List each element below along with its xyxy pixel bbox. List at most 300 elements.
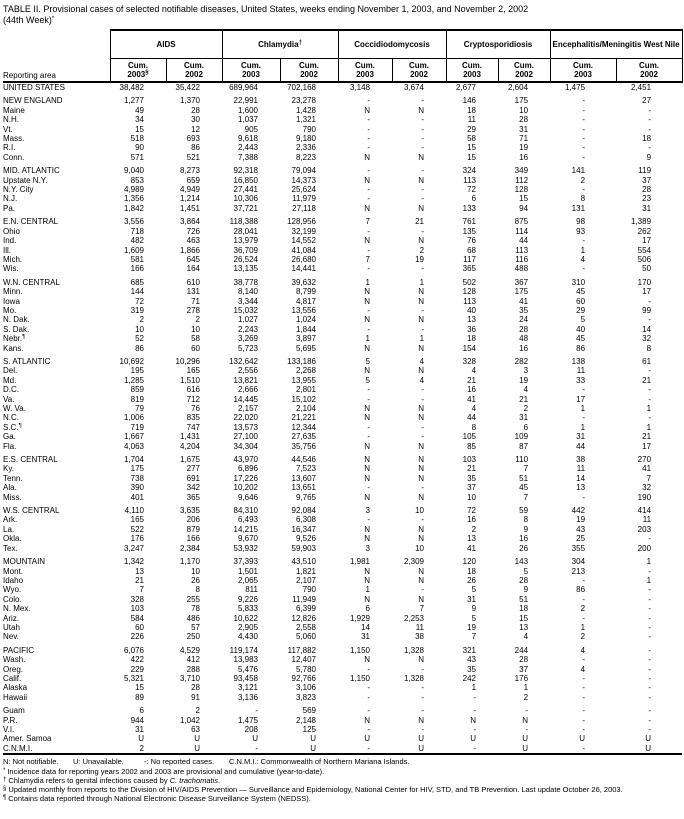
value-cell: 819 (130, 394, 144, 404)
value-cell: 37 (467, 483, 477, 493)
value-cell: 92,084 (291, 506, 316, 516)
value-cell: 33 (576, 375, 586, 385)
value-cell: 5 (471, 613, 477, 623)
value-cell: - (367, 185, 370, 195)
footnote-marker: * (3, 767, 6, 774)
column-header-cum-2002: Cum. 2002 (392, 59, 446, 83)
value-cell: - (421, 324, 425, 334)
value-cell: 120 (462, 557, 477, 567)
area-cell: Va. (3, 394, 15, 404)
table-row (3, 604, 682, 613)
footnote-dagger (3, 776, 682, 785)
table-row (3, 567, 682, 576)
title-footnote-marker: * (51, 16, 55, 22)
value-cell: - (367, 124, 370, 134)
value-cell: N (418, 575, 425, 585)
value-cell: - (582, 413, 586, 423)
value-cell: N (364, 594, 370, 604)
value-cell: - (582, 134, 586, 144)
value-cell: 27,441 (233, 185, 258, 195)
table-row (3, 96, 682, 105)
value-cell: 3,136 (237, 692, 258, 702)
value-cell: 10 (415, 543, 425, 553)
value-cell: - (582, 683, 586, 693)
value-cell: 14,373 (291, 175, 316, 185)
footnote-section (3, 785, 682, 794)
value-cell: 13,573 (233, 422, 258, 432)
value-cell: N (364, 296, 370, 306)
value-cell: 1,842 (123, 203, 144, 213)
value-cell: 18 (467, 566, 477, 576)
value-cell: - (582, 575, 586, 585)
value-cell: 128 (462, 287, 477, 297)
value-cell: N (418, 203, 425, 213)
value-cell: - (367, 96, 370, 106)
value-cell: 367 (514, 277, 529, 287)
value-cell: - (367, 664, 370, 674)
value-cell: 3,247 (123, 543, 144, 553)
value-cell: - (648, 622, 652, 632)
value-cell: 28 (191, 683, 200, 693)
footnotes (3, 757, 682, 803)
table-row (3, 82, 682, 92)
value-cell: 2 (580, 632, 586, 642)
value-cell: - (648, 604, 652, 614)
value-cell: 110 (515, 455, 529, 465)
value-cell: 2,065 (237, 575, 258, 585)
value-cell: 6,399 (295, 604, 316, 614)
value-cell: 8,273 (179, 166, 200, 176)
footnote-legend (3, 757, 682, 766)
value-cell: - (421, 394, 425, 404)
value-cell: - (421, 422, 425, 432)
value-cell: N (364, 655, 370, 665)
value-cell: - (367, 166, 370, 176)
value-cell: - (367, 226, 370, 236)
value-cell: - (582, 105, 586, 115)
area-cell: Mass. (3, 134, 25, 144)
value-cell: 11,949 (292, 594, 316, 604)
value-cell: - (648, 566, 652, 576)
value-cell: 37,393 (233, 557, 258, 567)
value-cell: 4,817 (295, 296, 316, 306)
value-cell: 1,321 (295, 115, 316, 125)
value-cell: 17 (642, 287, 652, 297)
value-cell: N (364, 366, 370, 376)
value-cell: 689,964 (229, 83, 258, 92)
value-cell: 43,510 (291, 557, 316, 567)
value-cell: 13,607 (291, 473, 316, 483)
value-cell: - (367, 324, 370, 334)
value-cell: 11 (576, 464, 586, 474)
table-row (3, 236, 682, 245)
value-cell: - (648, 296, 652, 306)
value-cell: 693 (186, 134, 200, 144)
table-row (3, 297, 682, 306)
value-cell: N (418, 366, 425, 376)
value-cell: 21 (642, 375, 652, 385)
value-cell: 270 (637, 455, 652, 465)
table-row (3, 366, 682, 375)
value-cell: 113 (463, 175, 477, 185)
value-cell: 175 (130, 464, 144, 474)
value-cell: 41 (519, 296, 529, 306)
value-cell: 9,180 (295, 134, 316, 144)
value-cell: 5 (580, 315, 586, 325)
column-header-cum-2003: Cum. 2003 (338, 59, 392, 83)
value-cell: 18 (642, 134, 652, 144)
area-cell: Calif. (3, 673, 22, 683)
value-cell: 175 (514, 287, 529, 297)
table-row (3, 287, 682, 296)
value-cell: - (421, 96, 425, 106)
table-row (3, 455, 682, 464)
value-cell: 38 (576, 455, 586, 465)
value-cell: N (418, 655, 425, 665)
footnote-italic-text: C. trachomatis (169, 775, 219, 785)
value-cell: 3 (523, 366, 529, 376)
value-cell: 63 (191, 725, 200, 734)
footnote-text: Contains data reported through National Electronic Disease Surveillance System (NEDSS). (8, 794, 311, 804)
value-cell: 324 (462, 166, 477, 176)
value-cell: 51 (519, 594, 529, 604)
value-cell: 304 (571, 557, 586, 567)
value-cell: 16 (519, 343, 529, 353)
value-cell: 3,106 (295, 683, 316, 693)
value-cell: 16 (519, 152, 529, 162)
value-cell: 22,020 (233, 413, 258, 423)
table-row (3, 404, 682, 413)
value-cell: - (367, 115, 370, 125)
table-row (3, 716, 682, 725)
value-cell: 2,443 (237, 143, 258, 153)
value-cell: - (648, 585, 652, 595)
value-cell: N (418, 343, 425, 353)
area-cell: Ga. (3, 432, 16, 442)
table-row (3, 246, 682, 255)
value-cell: 7 (523, 492, 529, 502)
value-cell: 2 (139, 743, 144, 753)
value-cell: 14 (361, 622, 370, 632)
value-cell: 72 (135, 296, 144, 306)
footnote-marker: ¶ (3, 795, 7, 802)
value-cell: 128 (514, 185, 529, 195)
value-cell: 1,328 (403, 673, 425, 683)
value-cell: 13 (467, 315, 477, 325)
value-cell: N (364, 152, 370, 162)
value-cell: - (421, 706, 425, 716)
value-cell: 3 (365, 543, 370, 553)
value-cell: - (582, 385, 586, 395)
table-title (3, 4, 682, 26)
value-cell: 176 (514, 673, 529, 683)
table-row (3, 655, 682, 664)
area-cell: Iowa (3, 296, 20, 306)
area-cell: E.S. CENTRAL (3, 455, 58, 465)
value-cell: 6,493 (237, 515, 258, 525)
value-cell: 944 (130, 715, 144, 725)
table-row (3, 185, 682, 194)
table-row (3, 483, 682, 492)
value-cell: 9,226 (237, 594, 258, 604)
value-cell: 5,695 (295, 343, 316, 353)
value-cell: 13,135 (233, 264, 258, 274)
value-cell: - (421, 515, 425, 525)
value-cell: 35,756 (291, 441, 316, 451)
value-cell: 10 (191, 566, 200, 576)
area-cell: N.J. (3, 194, 18, 204)
value-cell: - (648, 315, 652, 325)
value-cell: 9,670 (237, 534, 258, 544)
footnote-text: Chlamydia refers to genital infections caused by (8, 775, 170, 785)
value-cell: - (421, 264, 425, 274)
area-cell: V.I. (3, 725, 15, 734)
value-cell: N (470, 715, 477, 725)
column-header-cum-2003: Cum. 2003 (446, 59, 498, 83)
value-cell: 93 (576, 226, 586, 236)
value-cell: 5 (471, 585, 477, 595)
value-cell: 11 (576, 366, 586, 376)
value-cell: 61 (642, 356, 652, 366)
value-cell: 21 (415, 217, 425, 227)
area-cell: Ariz. (3, 613, 19, 623)
area-cell: Del. (3, 366, 18, 376)
value-cell: 13,556 (291, 305, 316, 315)
value-cell: N (418, 524, 425, 534)
value-cell: 41 (467, 543, 477, 553)
value-cell: 141 (571, 166, 586, 176)
value-cell: 319 (130, 305, 144, 315)
table-row (3, 585, 682, 594)
table-row (3, 255, 682, 264)
header-group-row (3, 30, 682, 59)
value-cell: 1,667 (123, 432, 144, 442)
value-cell: N (364, 343, 370, 353)
area-cell: Kans. (3, 343, 24, 353)
value-cell: 109 (514, 432, 529, 442)
value-cell: 59 (519, 506, 529, 516)
table-row (3, 674, 682, 683)
value-cell: 244 (514, 645, 529, 655)
value-cell: 2,253 (403, 613, 425, 623)
area-cell: E.N. CENTRAL (3, 217, 59, 227)
value-cell: - (421, 305, 425, 315)
value-cell: - (582, 185, 586, 195)
value-cell: - (582, 152, 586, 162)
value-cell: 21,221 (291, 413, 316, 423)
value-cell: 506 (637, 254, 652, 264)
value-cell: N (364, 566, 370, 576)
value-cell: 10 (135, 324, 144, 334)
value-cell: N (418, 404, 425, 413)
table-row (3, 683, 682, 692)
table-row (3, 506, 682, 515)
value-cell: 38 (415, 632, 425, 642)
value-cell: 92,766 (291, 673, 316, 683)
table-body (3, 82, 682, 754)
value-cell: 1,285 (123, 375, 144, 385)
value-cell: 11 (415, 622, 425, 632)
value-cell: N (418, 594, 425, 604)
value-cell: 60 (191, 343, 200, 353)
area-cell: R.I. (3, 143, 16, 153)
value-cell: 1 (646, 575, 652, 585)
value-cell: 78 (191, 604, 200, 614)
table-row (3, 334, 682, 343)
value-cell: 58 (191, 334, 200, 344)
value-cell: 9,040 (123, 166, 144, 176)
value-cell: U (645, 743, 652, 753)
value-cell: 8,799 (295, 287, 316, 297)
value-cell: 15 (135, 124, 144, 134)
value-cell: 3,710 (179, 673, 200, 683)
value-cell: - (648, 725, 652, 734)
value-cell: 16,347 (291, 524, 316, 534)
value-cell: 49 (135, 105, 144, 115)
value-cell: 879 (186, 524, 200, 534)
value-cell: 12,407 (291, 655, 316, 665)
footnote-marker: ¶ (22, 334, 26, 341)
value-cell: 19 (576, 515, 586, 525)
table-row (3, 227, 682, 236)
value-cell: 34,304 (233, 441, 258, 451)
value-cell: N (364, 473, 370, 483)
value-cell: 37 (519, 664, 529, 674)
value-cell: 117 (463, 254, 477, 264)
value-cell: - (421, 115, 425, 125)
area-cell: Md. (3, 375, 17, 385)
value-cell: - (421, 585, 425, 595)
value-cell: 31 (519, 413, 529, 423)
table-row (3, 614, 682, 623)
value-cell: 28 (519, 655, 529, 665)
value-cell: 36,709 (233, 245, 258, 255)
value-cell: 132,642 (229, 356, 258, 366)
value-cell: N (418, 296, 425, 306)
value-cell: 645 (186, 254, 200, 264)
area-cell: N. Mex. (3, 604, 31, 614)
value-cell: - (421, 725, 425, 734)
value-cell: 712 (186, 394, 200, 404)
value-cell: - (421, 185, 425, 195)
value-cell: 26 (191, 575, 200, 585)
value-cell: 7 (139, 585, 144, 595)
value-cell: 41 (467, 394, 477, 404)
legend-not-notifiable: N: Not notifiable. (3, 757, 59, 767)
value-cell: - (421, 226, 425, 236)
value-cell: 14,441 (291, 264, 316, 274)
value-cell: 16 (467, 385, 477, 395)
value-cell: 175 (514, 96, 529, 106)
value-cell: 4,989 (123, 185, 144, 195)
value-cell: 35 (467, 664, 477, 674)
value-cell: 29 (467, 124, 477, 134)
table-row (3, 204, 682, 213)
value-cell: - (582, 124, 586, 134)
value-cell: 3,344 (237, 296, 258, 306)
area-cell: P.R. (3, 715, 18, 725)
value-cell: 86 (576, 585, 586, 595)
value-cell: 4 (523, 385, 529, 395)
value-cell: 9,765 (295, 492, 316, 502)
value-cell: 3 (365, 506, 370, 516)
column-group-coccidiodomycosis: Coccidiodomycosis (338, 30, 446, 59)
value-cell: 242 (462, 673, 477, 683)
value-cell: 19 (415, 254, 425, 264)
title-line1: TABLE II. Provisional cases of selected notifiable diseases, United States, weeks ending November 1, 2003, and November 2, 2002 (3, 4, 529, 14)
value-cell: N (364, 464, 370, 474)
value-cell: N (522, 715, 529, 725)
value-cell: - (367, 245, 370, 255)
value-cell: 11 (642, 515, 652, 525)
table-row (3, 357, 682, 366)
value-cell: 2 (139, 315, 144, 325)
value-cell: 92,318 (233, 166, 258, 176)
value-cell: 463 (186, 236, 200, 246)
value-cell: 8 (523, 515, 529, 525)
value-cell: 859 (130, 385, 144, 395)
value-cell: 1 (523, 683, 529, 693)
value-cell: N (364, 534, 370, 544)
value-cell: 44 (467, 413, 477, 423)
area-cell: N.Y. City (3, 185, 34, 195)
footnote-text: Updated monthly from reports to the Division of HIV/AIDS Prevention — Surveillance and Epidemiology, National Center for HIV, STD, and TB Prevention. Last update October 26, 2003. (8, 785, 623, 795)
value-cell: 229 (130, 664, 144, 674)
value-cell: 1,150 (349, 645, 370, 655)
value-cell: - (648, 394, 652, 404)
area-cell: PACIFIC (3, 645, 34, 655)
value-cell: 117,882 (287, 645, 316, 655)
value-cell: - (648, 385, 652, 395)
value-cell: 22,991 (233, 96, 258, 106)
value-cell: 1,328 (403, 645, 425, 655)
value-cell: 7,523 (295, 464, 316, 474)
value-cell: 30 (191, 115, 200, 125)
value-cell: 1 (580, 622, 586, 632)
table-row (3, 376, 682, 385)
value-cell: N (418, 413, 425, 423)
value-cell: 9 (523, 524, 529, 534)
value-cell: - (648, 715, 652, 725)
value-cell: 133 (462, 203, 477, 213)
value-cell: 5,723 (237, 343, 258, 353)
value-cell: 13 (519, 622, 529, 632)
value-cell: 28 (519, 324, 529, 334)
value-cell: N (364, 175, 370, 185)
value-cell: 255 (186, 594, 200, 604)
area-cell: Mo. (3, 305, 17, 315)
value-cell: 2 (580, 175, 586, 185)
value-cell: 19 (519, 375, 529, 385)
value-cell: 60 (135, 622, 144, 632)
value-cell: 28 (191, 105, 200, 115)
value-cell: 761 (462, 217, 477, 227)
value-cell: - (648, 664, 652, 674)
area-cell: Ill. (3, 245, 11, 255)
value-cell: N (364, 492, 370, 502)
value-cell: 10,296 (175, 356, 200, 366)
value-cell: 1 (580, 245, 586, 255)
value-cell: - (525, 706, 529, 716)
area-cell: Mich. (3, 254, 23, 264)
value-cell: 41,084 (291, 245, 316, 255)
value-cell: 569 (302, 706, 316, 716)
value-cell: - (367, 394, 370, 404)
value-cell: - (367, 725, 370, 734)
value-cell: 200 (637, 543, 652, 553)
value-cell: N (418, 236, 425, 246)
value-cell: 79 (135, 404, 144, 413)
